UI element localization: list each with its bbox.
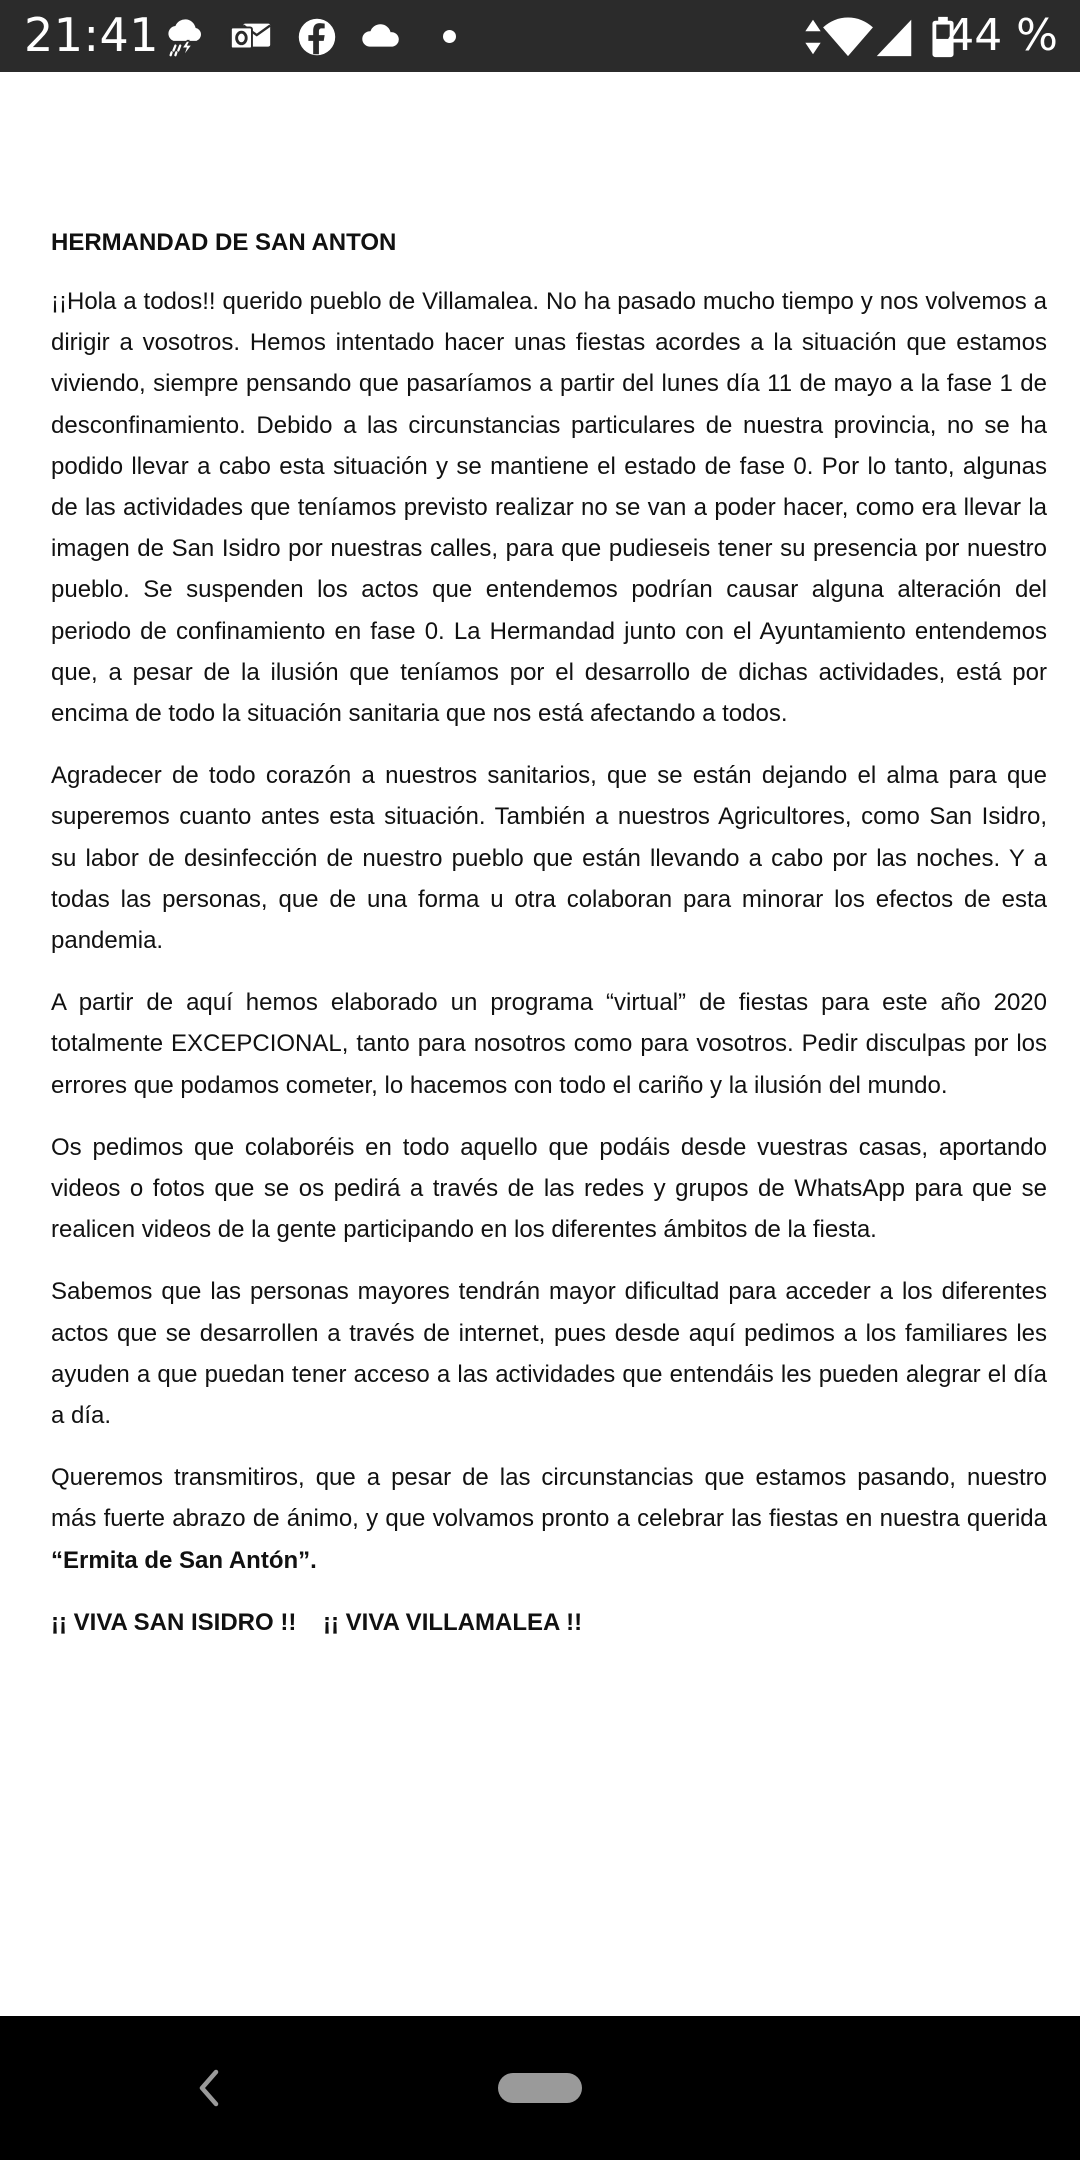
paragraph <box>51 1457 1047 1581</box>
paragraph-text: Queremos transmitiros, que a pesar de las circunstancias que estamos pasando, nuestro más fuerte abrazo de ánimo, y que volvamos pronto a celebrar las fiestas en nuestra querida <box>51 1464 1047 1533</box>
weather-storm-icon <box>162 14 208 60</box>
facebook-icon <box>294 14 340 60</box>
bold-text: “Ermita de San Antón”. <box>51 1546 317 1574</box>
home-button[interactable] <box>498 2073 582 2103</box>
signal-icon <box>874 14 914 60</box>
paragraph: ¡¡Hola a todos!! querido pueblo de Villamalea. No ha pasado mucho tiempo y nos volvemos a dirigir a vosotros. Hemos intentado hacer unas fiestas acordes a la situación que estamos viviendo, siempre pensando que pasaríamos a partir del lunes día 11 de mayo a la fase 1 de desconfinamiento. Debido a las circunstancias particulares de nuestra provincia, no se ha podido llevar a cabo esta situación y se mantiene el estado de fase 0. Por lo tanto, algunas de las actividades que teníamos previsto realizar no se van a poder hacer, como era llevar la imagen de San Isidro por nuestras calles, para que pudieseis tener su presencia por nuestro pueblo. Se suspenden los actos que entendemos podrían causar alguna alteración del periodo de confinamiento en fase 0. La Hermandad junto con el Ayuntamiento entendemos que, a pesar de la ilusión que teníamos por el desarrollo de dichas actividades, está por encima de todo la situación sanitaria que nos está afectando a todos. <box>51 288 1047 728</box>
document-content <box>51 222 1047 1643</box>
closing-text: ¡¡ VIVA SAN ISIDRO !! <box>51 1608 297 1636</box>
dot-icon <box>443 30 456 43</box>
outlook-icon <box>228 14 274 60</box>
status-bar <box>0 0 1080 72</box>
closing-line <box>51 1602 1047 1643</box>
status-time: 21:41 <box>24 8 160 62</box>
cloud-icon <box>358 14 404 60</box>
paragraph: Os pedimos que colaboréis en todo aquello que podáis desde vuestras casas, aportando videos o fotos que se os pedirá a través de las redes y grupos de WhatsApp para que se realicen videos de la gente participando en los diferentes ámbitos de la fiesta. <box>51 1133 1047 1244</box>
paragraph: Agradecer de todo corazón a nuestros sanitarios, que se están dejando el alma para que superemos cuanto antes esta situación. También a nuestros Agricultores, como San Isidro, su labor de desinfección de nuestro pueblo que están llevando a cabo por las noches. Y a todas las personas, que de una forma u otra colaboran para minorar los efectos de esta pandemia. <box>51 762 1047 955</box>
battery-percentage: 44 % <box>946 10 1058 61</box>
navigation-bar <box>0 2016 1080 2160</box>
chevron-left-icon <box>186 2060 230 2116</box>
paragraph: Sabemos que las personas mayores tendrán mayor dificultad para acceder a los diferentes actos que se desarrollen a través de internet, pues desde aquí pedimos a los familiares les ayuden a que puedan tener acceso a las actividades que entendáis les pueden alegrar el día a día. <box>51 1278 1047 1430</box>
document-title: HERMANDAD DE SAN ANTON <box>51 229 397 256</box>
closing-text: ¡¡ VIVA VILLAMALEA !! <box>323 1608 583 1636</box>
paragraph: A partir de aquí hemos elaborado un programa “virtual” de fiestas para este año 2020 totalmente EXCEPCIONAL, tanto para nosotros como para vosotros. Pedir disculpas por los errores que podamos cometer, lo hacemos con todo el cariño y la ilusión del mundo. <box>51 989 1047 1099</box>
document-viewer[interactable] <box>0 72 1080 2016</box>
back-button[interactable] <box>186 2060 230 2116</box>
wifi-icon <box>820 14 876 60</box>
